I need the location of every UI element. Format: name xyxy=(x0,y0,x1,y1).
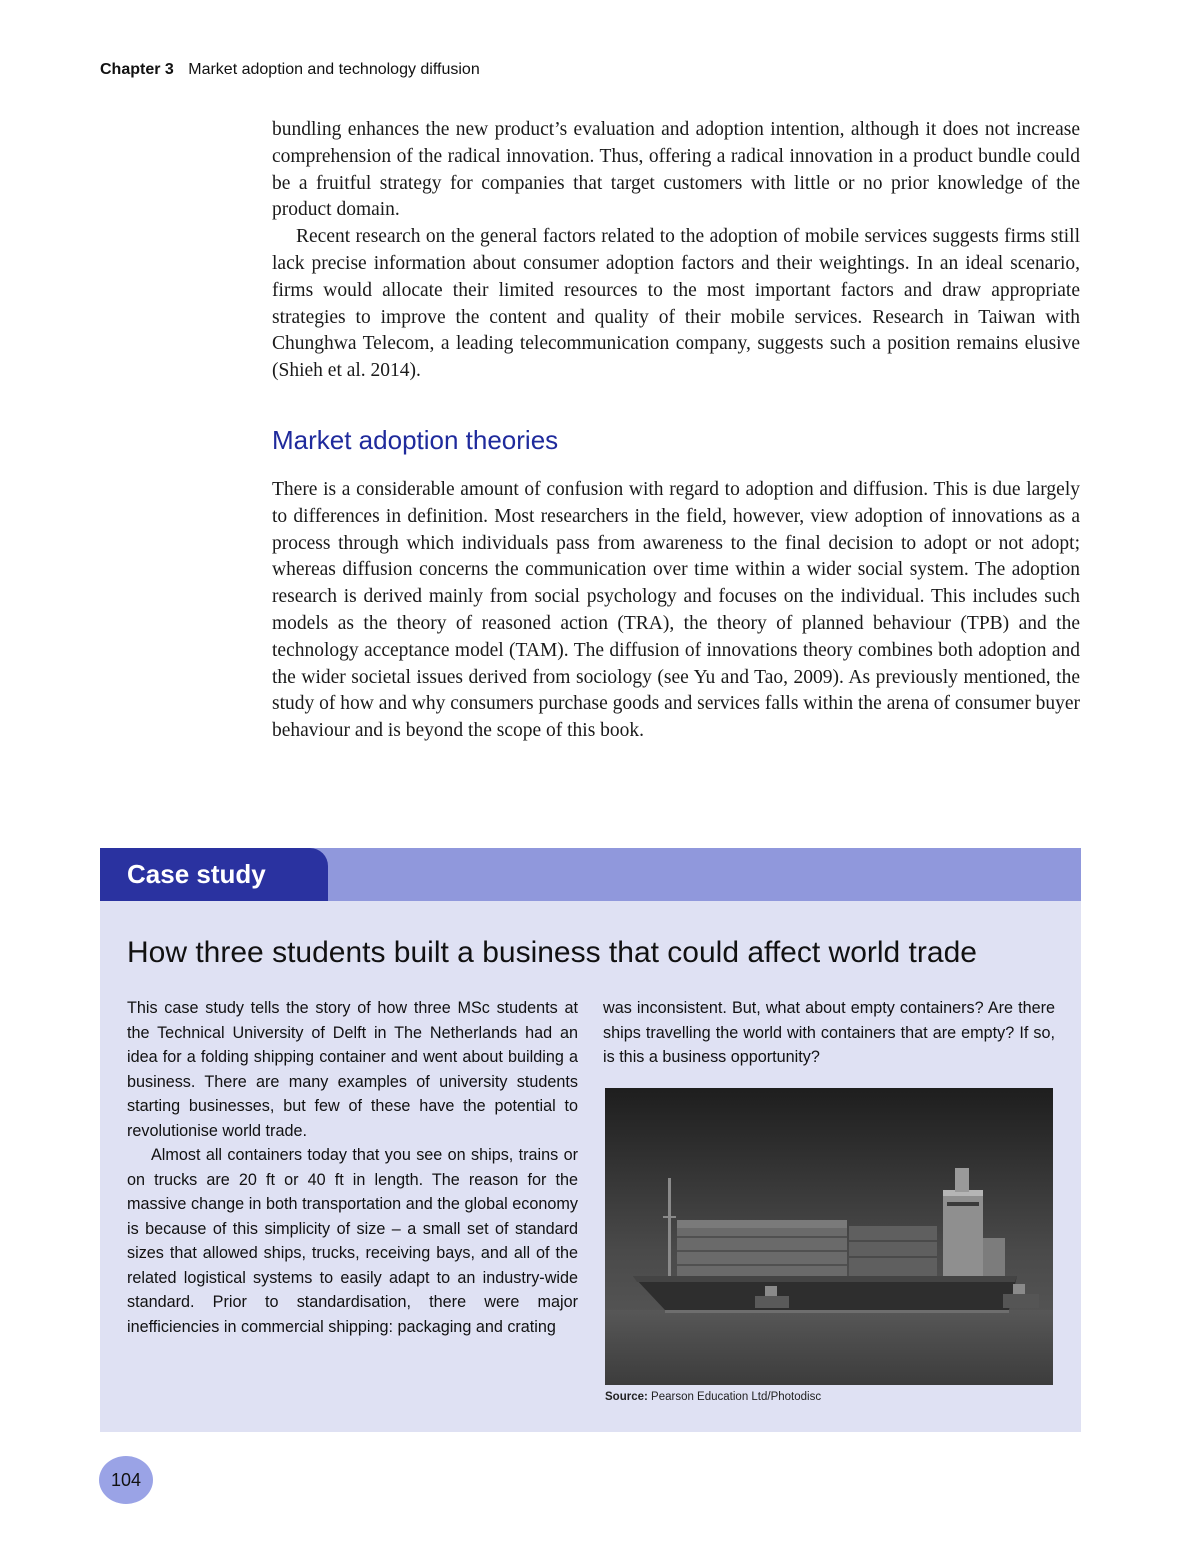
running-head xyxy=(100,61,480,79)
chapter-number: Chapter 3 xyxy=(100,61,174,78)
case-study-right-column xyxy=(603,996,1055,1070)
credit-text: Pearson Education Ltd/Photodisc xyxy=(651,1391,822,1403)
main-body xyxy=(272,117,1080,745)
container-ship-photo xyxy=(605,1088,1053,1385)
case-paragraph-2: Almost all containers today that you see on ships, trains or on trucks are 20 ft or 40 ft in length. The reason for the massive change in both transportation and the global economy is because of this simplicity of size – a small set of standard sizes that allowed ships, trucks, receiving bays, and all of the related logistical systems to easily adapt to an industry-wide standard. Prior to standardisation, there were major inefficiencies in commercial shipping: packaging and crating xyxy=(127,1146,578,1336)
case-study-tab: Case study xyxy=(100,848,328,901)
credit-label: Source: xyxy=(605,1391,648,1403)
case-study-title: How three students built a business that could affect world trade xyxy=(127,936,977,969)
page-number: 104 xyxy=(99,1456,153,1504)
photo-credit xyxy=(605,1391,821,1403)
body-paragraph-1: bundling enhances the new product’s evaluation and adoption intention, although it does not increase comprehension of the radical innovation. Thus, offering a radical innovation in a product bundle could be a fruitful strategy for companies that target customers with little or no prior knowledge of the product domain. xyxy=(272,119,1080,221)
case-study-box xyxy=(100,848,1081,1432)
chapter-title: Market adoption and technology diffusion xyxy=(188,61,480,78)
case-paragraph-1: This case study tells the story of how three MSc students at the Technical University of Delft in The Netherlands had an idea for a folding shipping container and went about building a business. There are many examples of university students starting businesses, but few of these have the potential to revolutionise world trade. xyxy=(127,999,578,1140)
section-heading: Market adoption theories xyxy=(272,424,559,455)
case-paragraph-3: was inconsistent. But, what about empty containers? Are there ships travelling the world with containers that are empty? If so, is this a business opportunity? xyxy=(603,999,1055,1066)
case-study-left-column xyxy=(127,996,578,1339)
body-paragraph-2: Recent research on the general factors related to the adoption of mobile services suggests firms still lack precise information about consumer adoption factors and their weightings. In an ideal scenario, firms would allocate their limited resources to the most important factors and draw appropriate strategies to improve the content and quality of their mobile services. Research in Taiwan with Chunghwa Telecom, a leading telecommunication company, suggests such a position remains elusive (Shieh et al. 2014). xyxy=(272,226,1080,382)
body-paragraph-3: There is a considerable amount of confusion with regard to adoption and diffusion. This is due largely to differences in definition. Most researchers in the field, however, view adoption of innovations as a process through which individuals pass from awareness to the final decision to adopt or not adopt; whereas diffusion concerns the communication over time within a wider social system. The adoption research is derived mainly from social psychology and focuses on the individual. This includes such models as the theory of reasoned action (TRA), the theory of planned behaviour (TPB) and the technology acceptance model (TAM). The diffusion of innovations theory combines both adoption and the wider societal issues derived from sociology (see Yu and Tao, 2009). As previously mentioned, the study of how and why consumers purchase goods and services falls within the arena of consumer buyer behaviour and is beyond the scope of this book. xyxy=(272,478,1080,742)
